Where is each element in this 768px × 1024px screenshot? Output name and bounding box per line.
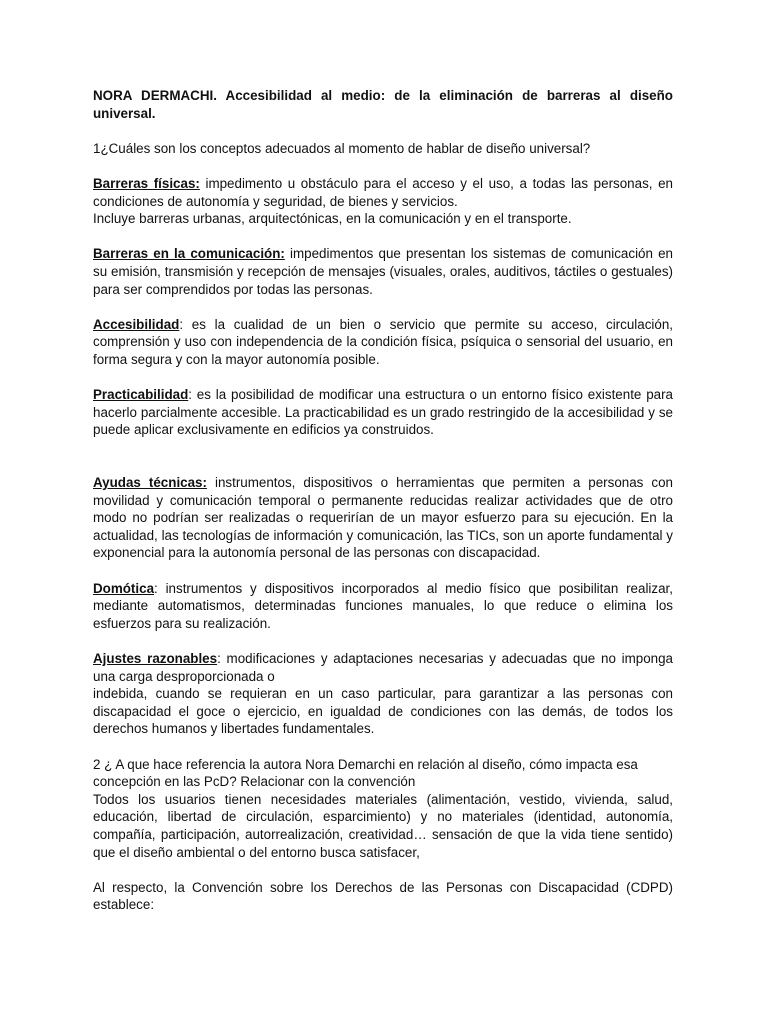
term-label: Ayudas técnicas: (93, 475, 207, 491)
definition-barreras-fisicas (93, 175, 673, 210)
definition-text: : instrumentos y dispositivos incorporados al medio físico que posibilitan realizar, mediante automatismos, determinadas funciones manuales, lo que reduce o elimina los esfuerzos para su realización. (93, 580, 673, 631)
spacer (93, 228, 673, 246)
spacer (93, 298, 673, 316)
term-label: Barreras físicas: (93, 175, 200, 191)
answer-2: Todos los usuarios tienen necesidades materiales (alimentación, vestido, vivienda, salud, educación, libertad de circulación, esparcimiento) y no materiales (identidad, autonomía, compañía, participación, autorrealización, creatividad… sensación de que la vida tiene sentido) que el diseño ambiental o del entorno busca satisfacer, (93, 791, 673, 860)
spacer (93, 157, 673, 175)
spacer (93, 439, 673, 474)
definition-practicabilidad (93, 386, 673, 439)
definition-text: impedimento u obstáculo para el acceso y el uso, a todas las personas, en condiciones de autonomía y seguridad, de bienes y servicios. (93, 175, 673, 209)
definition-extra: indebida, cuando se requieran en un caso particular, para garantizar a las personas con discapacidad el goce o ejercicio, en igualdad de condiciones con las demás, de todos los derechos humanos y libertades fundamentales. (93, 686, 673, 737)
spacer (93, 861, 673, 879)
spacer (93, 122, 673, 140)
term-label: Practicabilidad (93, 387, 189, 403)
spacer (93, 369, 673, 387)
document-page (93, 87, 673, 914)
term-label: Barreras en la comunicación: (93, 246, 285, 262)
document-title: NORA DERMACHI. Accesibilidad al medio: de la eliminación de barreras al diseño universal. (93, 88, 673, 121)
term-label: Accesibilidad (93, 316, 180, 332)
term-label: Domótica (93, 580, 155, 596)
definition-accesibilidad (93, 316, 673, 369)
closing-paragraph: Al respecto, la Convención sobre los Derechos de las Personas con Discapacidad (CDPD) establece: (93, 879, 673, 913)
definition-text: : modificaciones y adaptaciones necesarias y adecuadas que no imponga una carga desproporcionada o (93, 651, 673, 684)
definition-barreras-comunicacion (93, 245, 673, 298)
definition-ajustes-razonables (93, 650, 673, 685)
question-2: 2 ¿ A que hace referencia la autora Nora Demarchi en relación al diseño, cómo impacta esa concepción en las PcD? Relacionar con la convención (93, 756, 638, 790)
definition-text: instrumentos, dispositivos o herramientas que permiten a personas con movilidad y comunicación temporal o permanente reducidas realizar actividades que de otro modo no podrían ser realizadas o requerirían de un mayor esfuerzo para su ejecución. En la actualidad, las tecnologías de información y comunicación, las TICs, son un aporte fundamental y exponencial para la autonomía personal de las personas con discapacidad. (93, 475, 673, 561)
definition-extra: Incluye barreras urbanas, arquitectónicas, en la comunicación y en el transporte. (93, 211, 572, 227)
definition-text: impedimentos que presentan los sistemas de comunicación en su emisión, transmisión y recepción de mensajes (visuales, orales, auditivos, táctiles o gestuales) para ser comprendidos por todas las personas. (93, 246, 673, 297)
spacer (93, 562, 673, 580)
definition-domotica (93, 580, 673, 633)
spacer (93, 632, 673, 650)
definition-text: : es la cualidad de un bien o servicio que permite su acceso, circulación, comprensión y uso con independencia de la condición física, psíquica o sensorial del usuario, en forma segura y con la mayor autonomía posible. (93, 316, 673, 367)
definition-text: : es la posibilidad de modificar una estructura o un entorno físico existente para hacerlo parcialmente accesible. La practicabilidad es un grado restringido de la accesibilidad y se puede aplicar exclusivamente en edificios ya construidos. (93, 387, 673, 438)
term-label: Ajustes razonables (93, 651, 218, 666)
question-1: 1¿Cuáles son los conceptos adecuados al momento de hablar de diseño universal? (93, 140, 591, 156)
spacer (93, 738, 673, 756)
definition-ayudas-tecnicas (93, 474, 673, 562)
